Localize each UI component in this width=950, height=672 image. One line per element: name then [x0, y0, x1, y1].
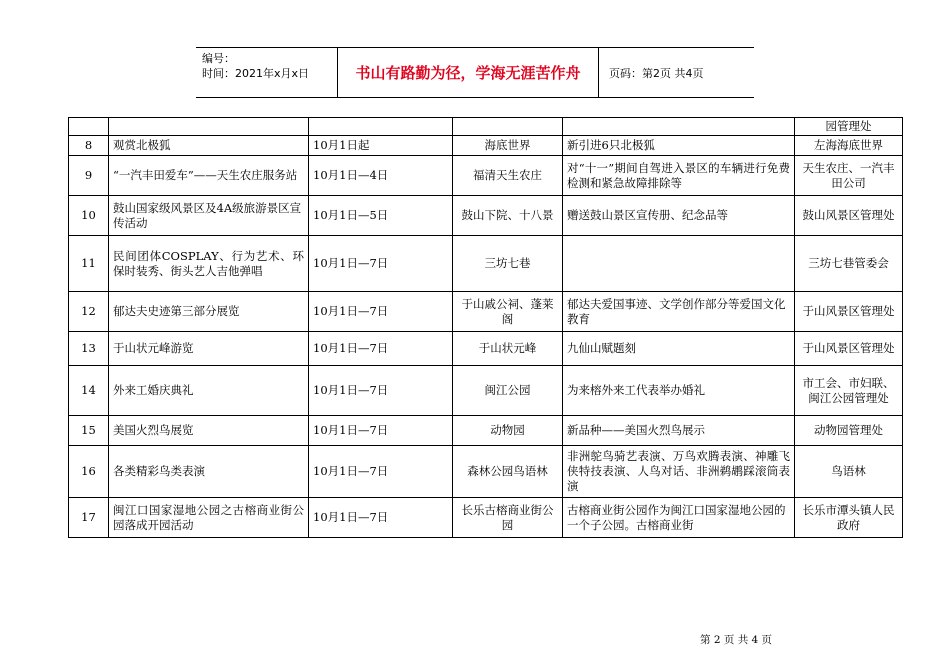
table-row: [69, 196, 903, 236]
table-row: [69, 156, 903, 196]
event-content: 新品种——美国火烈鸟展示: [563, 416, 795, 446]
event-date: 10月1日—7日: [309, 236, 453, 292]
event-organizer: 于山风景区管理处: [795, 332, 903, 366]
row-number: 12: [69, 292, 109, 332]
row-number: 14: [69, 366, 109, 416]
event-content: 对“十一”期间自驾进入景区的车辆进行免费检测和紧急故障排除等: [563, 156, 795, 196]
event-name: 闽江口国家湿地公园之古榕商业街公园落成开园活动: [109, 498, 309, 538]
row-number: 17: [69, 498, 109, 538]
event-organizer: 天生农庄、一汽丰田公司: [795, 156, 903, 196]
number-label: 编号：: [202, 52, 235, 65]
event-name: 于山状元峰游览: [109, 332, 309, 366]
event-location: 闽江公园: [453, 366, 563, 416]
event-name: 民间团体COSPLAY、行为艺术、环保时装秀、街头艺人吉他弹唱: [109, 236, 309, 292]
event-name: 鼓山国家级风景区及4A级旅游景区宣传活动: [109, 196, 309, 236]
event-content: [563, 236, 795, 292]
event-organizer: 鸟语林: [795, 446, 903, 498]
event-name: 各类精彩鸟类表演: [109, 446, 309, 498]
event-organizer: 鼓山风景区管理处: [795, 196, 903, 236]
document-header: [196, 47, 754, 98]
event-organizer: 动物园管理处: [795, 416, 903, 446]
event-location: 长乐古榕商业街公园: [453, 498, 563, 538]
table-row: [69, 136, 903, 156]
event-content: 非洲鸵鸟骑艺表演、万鸟欢腾表演、神雕飞侠特技表演、人鸟对话、非洲鹈鹕踩滚筒表演: [563, 446, 795, 498]
header-meta: [196, 48, 338, 97]
event-date: 10月1日—7日: [309, 416, 453, 446]
row-number: 10: [69, 196, 109, 236]
event-organizer: 园管理处: [795, 118, 903, 136]
header-page-label: 页码：第2页 共4页: [609, 66, 704, 80]
table-row: [69, 292, 903, 332]
event-location: [453, 118, 563, 136]
event-organizer: 于山风景区管理处: [795, 292, 903, 332]
event-name: 观赏北极狐: [109, 136, 309, 156]
event-date: [309, 118, 453, 136]
event-date: 10月1日—4日: [309, 156, 453, 196]
row-number: 16: [69, 446, 109, 498]
event-date: 10月1日起: [309, 136, 453, 156]
event-date: 10月1日—7日: [309, 498, 453, 538]
event-name: [109, 118, 309, 136]
row-number: 9: [69, 156, 109, 196]
event-location: 于山戚公祠、蓬莱阁: [453, 292, 563, 332]
events-table-body: [69, 118, 903, 538]
event-date: 10月1日—7日: [309, 446, 453, 498]
row-number: [69, 118, 109, 136]
event-organizer: 长乐市潭头镇人民政府: [795, 498, 903, 538]
event-organizer: 左海海底世界: [795, 136, 903, 156]
event-location: 森林公园鸟语林: [453, 446, 563, 498]
event-date: 10月1日—5日: [309, 196, 453, 236]
table-row: [69, 498, 903, 538]
event-location: 于山状元峰: [453, 332, 563, 366]
row-number: 8: [69, 136, 109, 156]
header-slogan: 书山有路勤为径，学海无涯苦作舟: [338, 48, 599, 97]
table-row: [69, 118, 903, 136]
table-row: [69, 332, 903, 366]
row-number: 15: [69, 416, 109, 446]
event-location: 鼓山下院、十八景: [453, 196, 563, 236]
event-content: 古榕商业街公园作为闽江口国家湿地公园的一个子公园。古榕商业街: [563, 498, 795, 538]
event-name: 外来工婚庆典礼: [109, 366, 309, 416]
events-table: [68, 117, 903, 538]
table-row: [69, 236, 903, 292]
event-location: 动物园: [453, 416, 563, 446]
event-content: 赠送鼓山景区宣传册、纪念品等: [563, 196, 795, 236]
table-row: [69, 446, 903, 498]
event-location: 三坊七巷: [453, 236, 563, 292]
event-content: 新引进6只北极狐: [563, 136, 795, 156]
table-row: [69, 416, 903, 446]
row-number: 11: [69, 236, 109, 292]
event-date: 10月1日—7日: [309, 366, 453, 416]
event-name: “一汽丰田爱车”——天生农庄服务站: [109, 156, 309, 196]
event-organizer: 市工会、市妇联、闽江公园管理处: [795, 366, 903, 416]
event-content: [563, 118, 795, 136]
event-name: 郁达夫史迹第三部分展览: [109, 292, 309, 332]
event-content: 为来榕外来工代表举办婚礼: [563, 366, 795, 416]
event-date: 10月1日—7日: [309, 292, 453, 332]
table-row: [69, 366, 903, 416]
event-date: 10月1日—7日: [309, 332, 453, 366]
event-location: 福清天生农庄: [453, 156, 563, 196]
event-content: 郁达夫爱国事迹、文学创作部分等爱国文化教育: [563, 292, 795, 332]
page-footer: 第 2 页 共 4 页: [700, 634, 773, 646]
row-number: 13: [69, 332, 109, 366]
time-label: 时间：2021年x月x日: [202, 67, 310, 80]
event-organizer: 三坊七巷管委会: [795, 236, 903, 292]
event-location: 海底世界: [453, 136, 563, 156]
event-content: 九仙山赋题刻: [563, 332, 795, 366]
event-name: 美国火烈鸟展览: [109, 416, 309, 446]
